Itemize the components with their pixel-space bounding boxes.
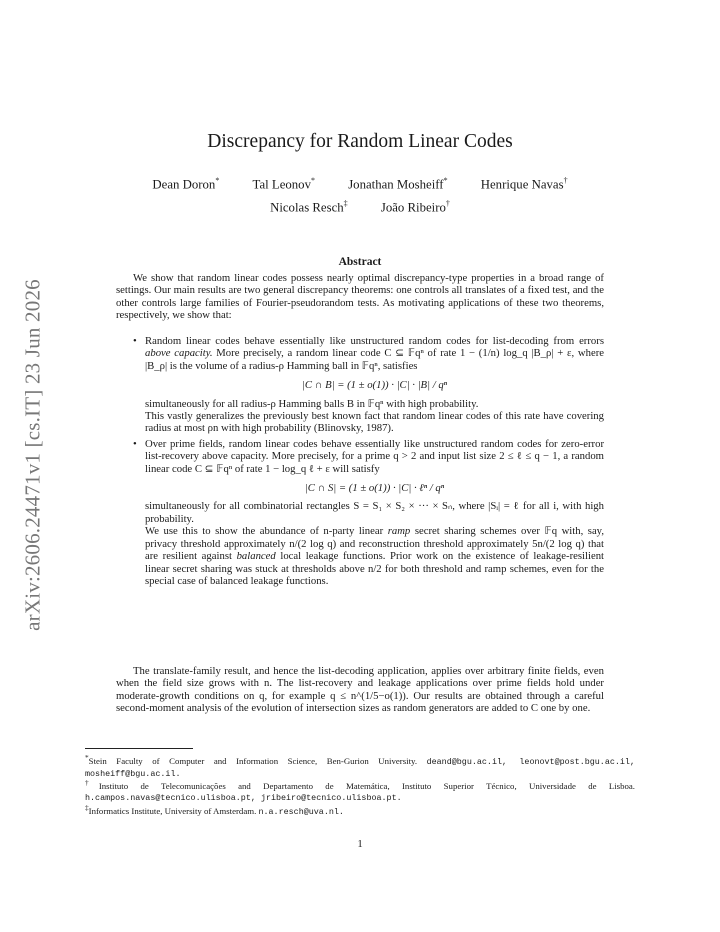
equation: |C ∩ S| = (1 ± o(1)) · |C| · ℓⁿ / qⁿ	[304, 482, 445, 495]
bullet-icon: •	[133, 437, 137, 450]
footnote-rule	[85, 748, 193, 749]
author-row-1	[0, 176, 720, 192]
footnote-emails: n.a.resch@uva.nl.	[258, 806, 344, 817]
footnote-2: †Instituto de Telecomunicações and Departamento de Matemática, Instituto Superior Técnico, Universidade de Lisboa. h.campos.navas@tecnico.ulisboa.pt, jribeiro@tecnico.ulisboa.pt.	[85, 778, 635, 804]
footnote-3: ‡Informatics Institute, University of Amsterdam. n.a.resch@uva.nl.	[85, 803, 344, 817]
footnote-emails: h.campos.navas@tecnico.ulisboa.pt, jribeiro@tecnico.ulisboa.pt.	[85, 793, 402, 804]
author: Tal Leonov*	[252, 176, 315, 192]
abstract-bullet-list	[116, 335, 604, 590]
author: Henrique Navas†	[480, 176, 568, 192]
author: Dean Doron*	[152, 176, 220, 192]
footnote-1: *Stein Faculty of Computer and Information Science, Ben-Gurion University. deand@bgu.ac.il, leonovt@post.bgu.ac.il, mosheiff@bgu.ac.il.	[85, 753, 635, 780]
footnote-emails: deand@bgu.ac.il, leonovt@post.bgu.ac.il, mosheiff@bgu.ac.il.	[85, 756, 635, 780]
arxiv-sidebar-stamp	[18, 265, 48, 645]
abstract-heading: Abstract	[338, 256, 382, 268]
paper-title: Discrepancy for Random Linear Codes	[207, 131, 513, 152]
abstract-intro: We show that random linear codes possess nearly optimal discrepancy-type properties in a broad range of settings. Our main results are two general discrepancy theorems: one controls all translates of a fixed test, and the other controls large families of Fourier-pseudorandom tests. As motivating applications of these two theorems, respectively, we show that:	[116, 272, 604, 322]
author: Jonathan Mosheiff*	[348, 176, 448, 192]
equation: |C ∩ B| = (1 ± o(1)) · |C| · |B| / qⁿ	[301, 379, 448, 392]
author-row-2	[0, 199, 720, 215]
author: Nicolas Resch‡	[270, 199, 348, 215]
author: João Ribeiro†	[380, 199, 450, 215]
list-item: • Random linear codes behave essentially like unstructured random codes for list-decoding from errors above capacity. More precisely, a random linear code C ⊆ 𝔽qⁿ of rate 1 − (1/n) log_q |B_ρ| + ε, where |B_ρ| is the volume of a radius-ρ Hamming ball in 𝔽qⁿ, satisfies |C ∩ B| = (1 ± o(1)) · |C| · |B| / qⁿ simultaneously for all radius-ρ Hamming balls B in 𝔽qⁿ with high probability. This vastly generalizes the previously best known fact that random linear codes of this rate have covering radius at most ρn with high probability (Blinovsky, 1987).	[133, 335, 605, 435]
arxiv-identifier: arXiv:2606.24471v1 [cs.IT] 23 Jun 2026	[20, 279, 45, 631]
abstract-closing: The translate-family result, and hence the list-decoding application, applies over arbitrary finite fields, even when the field size grows with n. The list-recovery and leakage applications over prime fields hold under moderate-growth conditions on q, for example q ≤ n^(1/5−o(1)). Our results are obtained through a careful second-moment analysis of the evolution of intersection sizes as random generators are added to C one by one.	[116, 665, 604, 715]
list-item: • Over prime fields, random linear codes behave essentially like unstructured random codes for zero-error list-recovery above capacity. More precisely, for a prime q > 2 and input list size 2 ≤ ℓ ≤ q − 1, a random linear code C ⊆ 𝔽qⁿ of rate 1 − log_q ℓ + ε will satisfy |C ∩ S| = (1 ± o(1)) · |C| · ℓⁿ / qⁿ simultaneously for all combinatorial rectangles S = S₁ × S₂ × ··· × Sₙ, where |Sᵢ| = ℓ for all i, with high probability. We use this to show the abundance of n-party linear ramp secret sharing schemes over 𝔽q with, say, privacy threshold approximately n/(2 log q) and reconstruction threshold approximately 5n/(2 log q) that are resilient against balanced local leakage functions. Prior work on the existence of leakage-resilient linear secret sharing was stuck at thresholds above n/2 for both threshold and ramp schemes, even for the special case of balanced leakage functions.	[133, 437, 605, 587]
bullet-icon: •	[133, 335, 137, 347]
page-number: 1	[357, 838, 363, 850]
